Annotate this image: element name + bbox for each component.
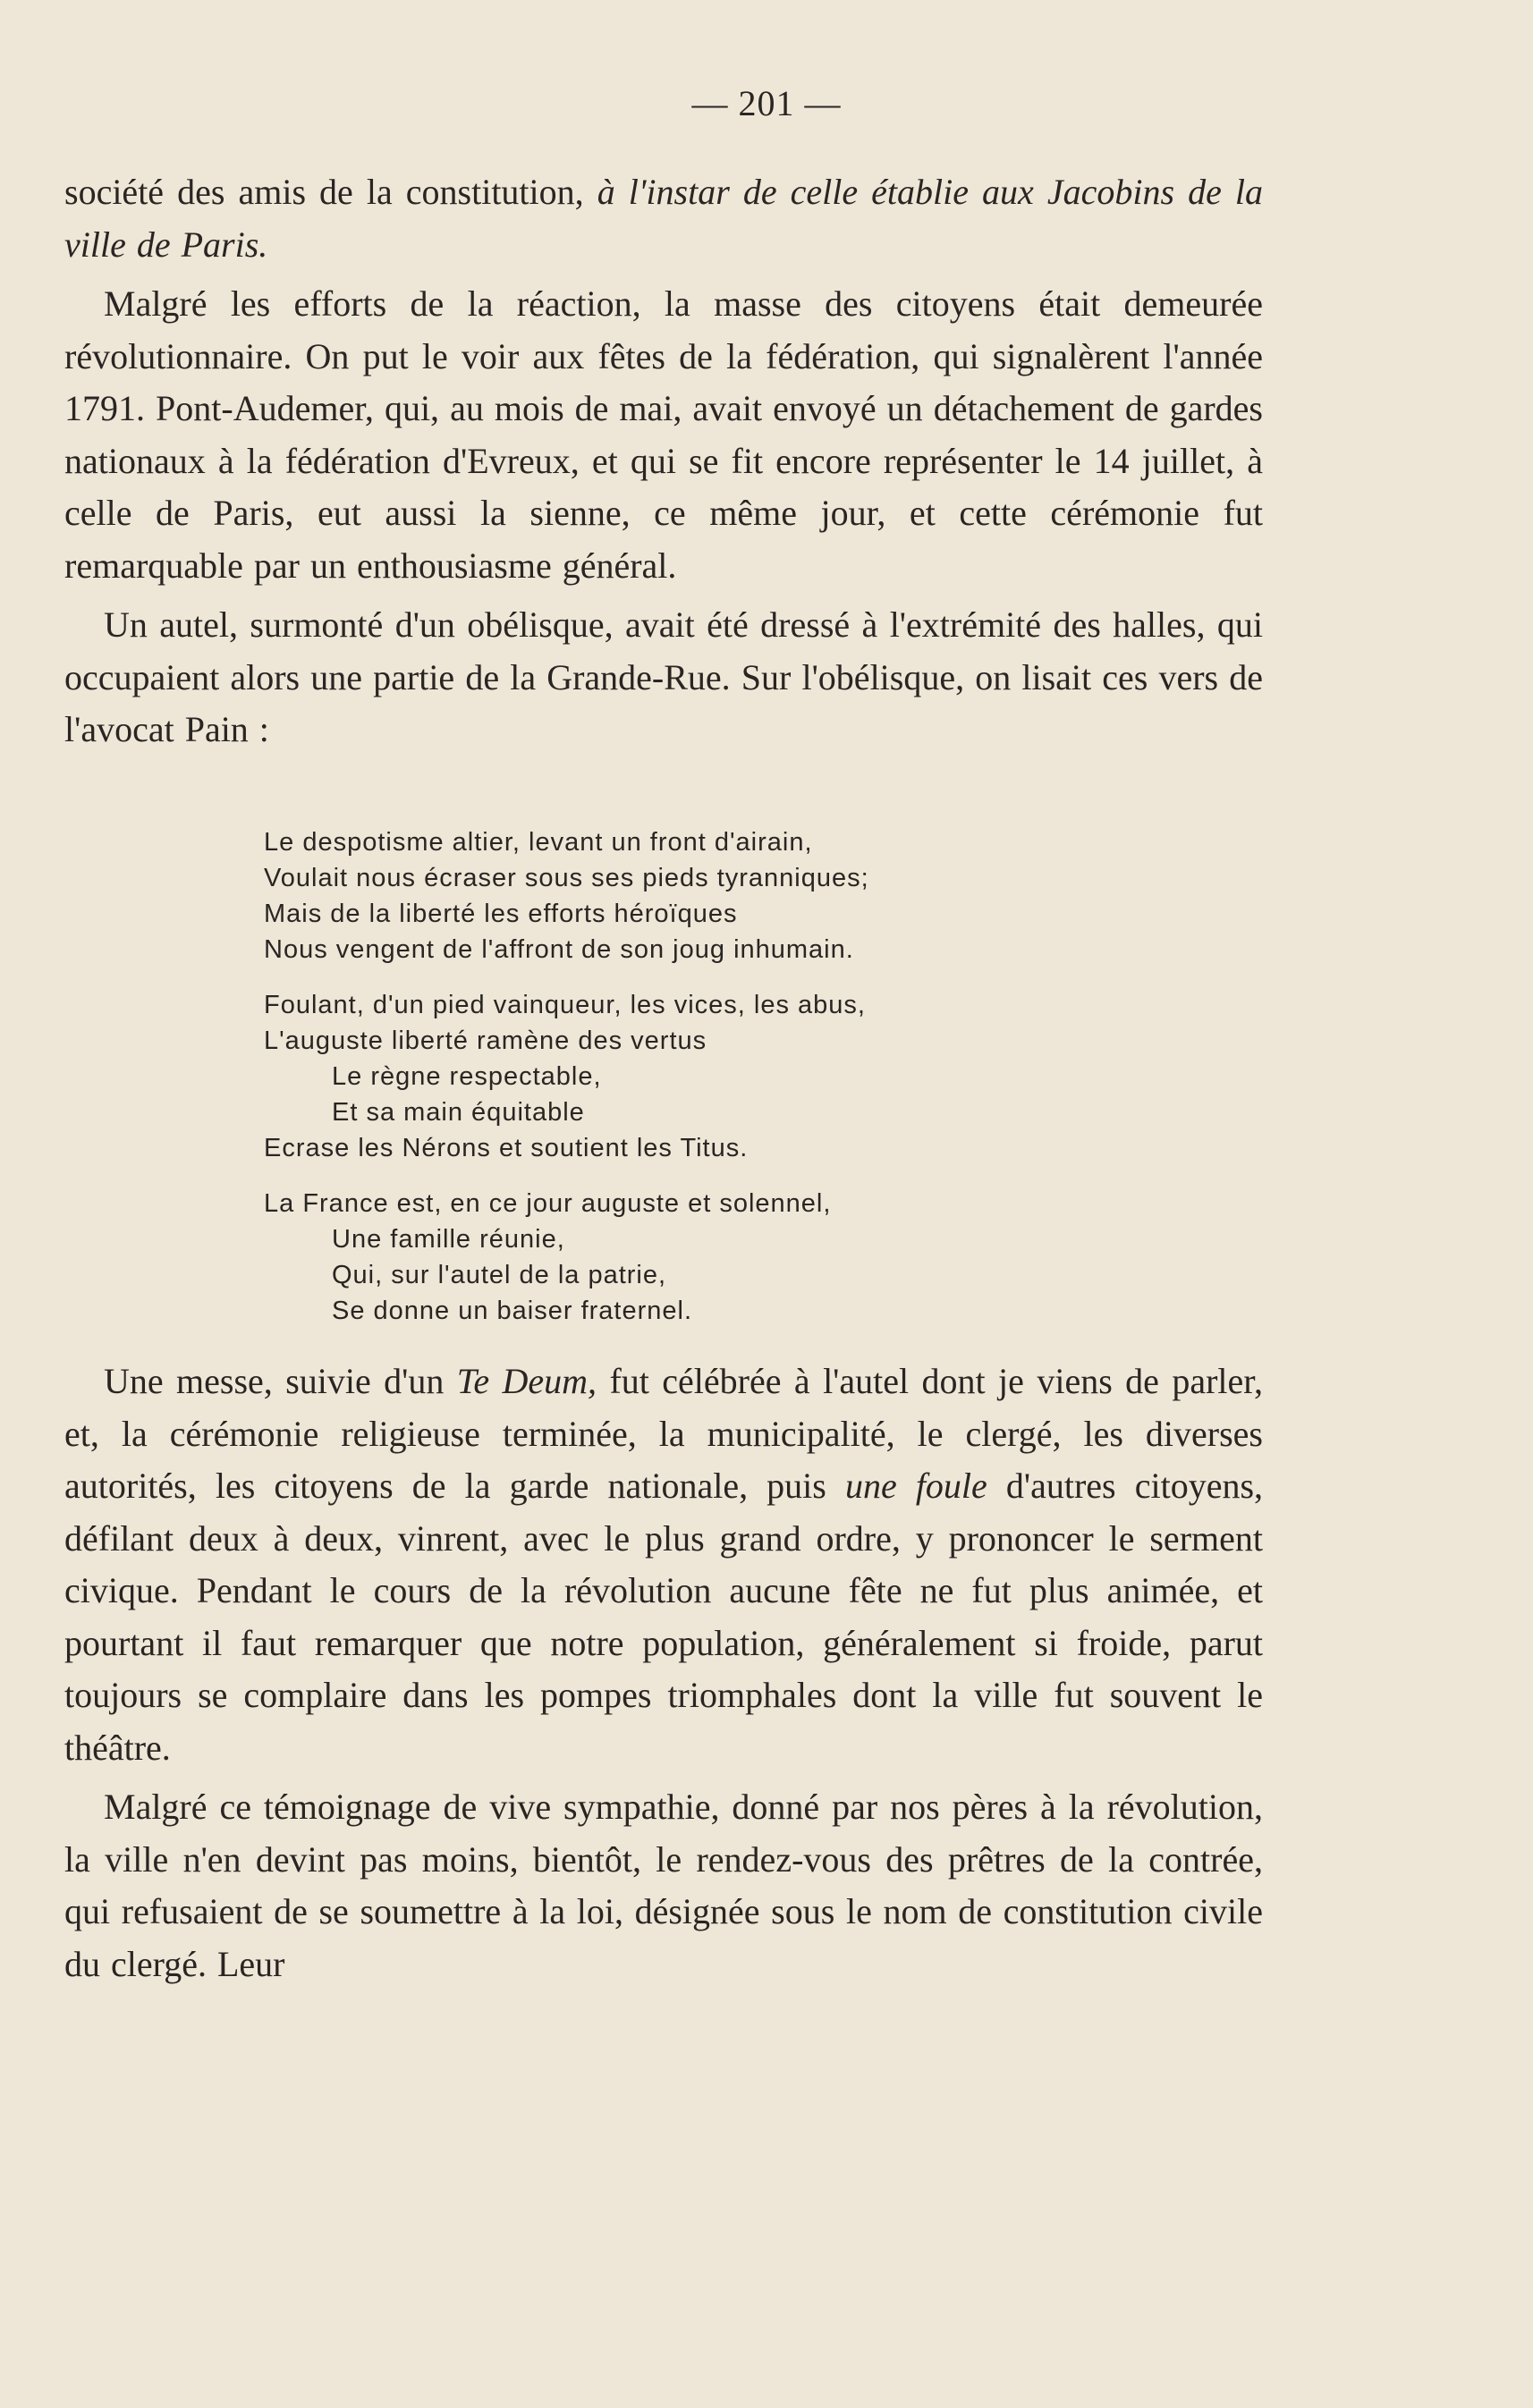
poem-stanza (264, 824, 1158, 967)
paragraph (64, 166, 1263, 271)
text-block-top (64, 166, 1263, 756)
poem-line: Le despotisme altier, levant un front d'airain, (264, 828, 813, 857)
text-run: Un autel, surmonté d'un obélisque, avait été dressé à l'extrémité des halles, qui occupaient alors une partie de la Grande-Rue. Sur l'obélisque, on lisait ces vers de l'avocat Pain : (64, 604, 1263, 749)
text-run: Une messe, suivie d'un (104, 1361, 457, 1401)
italic-run: Te Deum, (456, 1361, 597, 1401)
poem-line: La France est, en ce jour auguste et solennel, (264, 1189, 832, 1218)
paragraph (64, 599, 1263, 756)
poem-line: Et sa main équitable (332, 1098, 585, 1127)
poem-line: Une famille réunie, (332, 1225, 565, 1254)
text-run: Malgré ce témoignage de vive sympathie, donné par nos pères à la révolution, la ville n'en devint pas moins, bientôt, le rendez-vous des prêtres de la contrée, qui refusaient de se soumettre à la loi, désignée sous le nom de constitution civile du clergé. Leur (64, 1787, 1263, 1984)
paragraph (64, 1781, 1263, 1990)
text-run: d'autres citoyens, défilant deux à deux, vinrent, avec le plus grand ordre, y prononcer le serment civique. Pendant le cours de la révolution aucune fête ne fut plus animée, et pourtant il faut remarquer que notre population, généralement si froide, parut toujours se complaire dans les pompes triomphales dont la ville fut souvent le théâtre. (64, 1466, 1264, 1768)
paragraph (64, 1356, 1263, 1774)
poem-line: L'auguste liberté ramène des vertus (264, 1027, 707, 1055)
italic-run: à l'instar de celle établie aux Jacobins de la ville de Paris. (64, 172, 1263, 265)
poem (264, 824, 1158, 1329)
poem-line: Le règne respectable, (332, 1062, 602, 1091)
poem-line: Foulant, d'un pied vainqueur, les vices, les abus, (264, 991, 866, 1019)
poem-stanza (264, 987, 1158, 1166)
text-run: Malgré les efforts de la réaction, la masse des citoyens était demeurée révolutionnaire. On put le voir aux fêtes de la fédération, qui signalèrent l'année 1791. Pont-Audemer, qui, au mois de mai, avait envoyé un détachement de gardes nationaux à la fédération d'Evreux, et qui se fit encore représenter le 14 juillet, à celle de Paris, eut aussi la sienne, ce même jour, et cette cérémonie fut remarquable par un enthousiasme général. (64, 283, 1263, 586)
poem-line: Mais de la liberté les efforts héroïques (264, 900, 738, 928)
text-block-bottom (64, 1356, 1263, 1990)
text-run: société des amis de la constitution, (64, 172, 597, 212)
text-run: fut célébrée à l'autel dont je viens de parler, et, la cérémonie religieuse terminée, la municipalité, le clergé, les diverses autorités, les citoyens de la garde nationale, puis (64, 1361, 1263, 1506)
poem-line: Se donne un baiser fraternel. (332, 1297, 693, 1325)
poem-line: Voulait nous écraser sous ses pieds tyranniques; (264, 864, 869, 892)
italic-run: une foule (844, 1466, 987, 1506)
poem-line: Nous vengent de l'affront de son joug inhumain. (264, 935, 854, 964)
poem-line: Qui, sur l'autel de la patrie, (332, 1261, 667, 1289)
paragraph (64, 278, 1263, 592)
page-number: — 201 — (691, 83, 842, 123)
poem-line: Ecrase les Nérons et soutient les Titus. (264, 1134, 749, 1162)
poem-stanza (264, 1186, 1158, 1329)
